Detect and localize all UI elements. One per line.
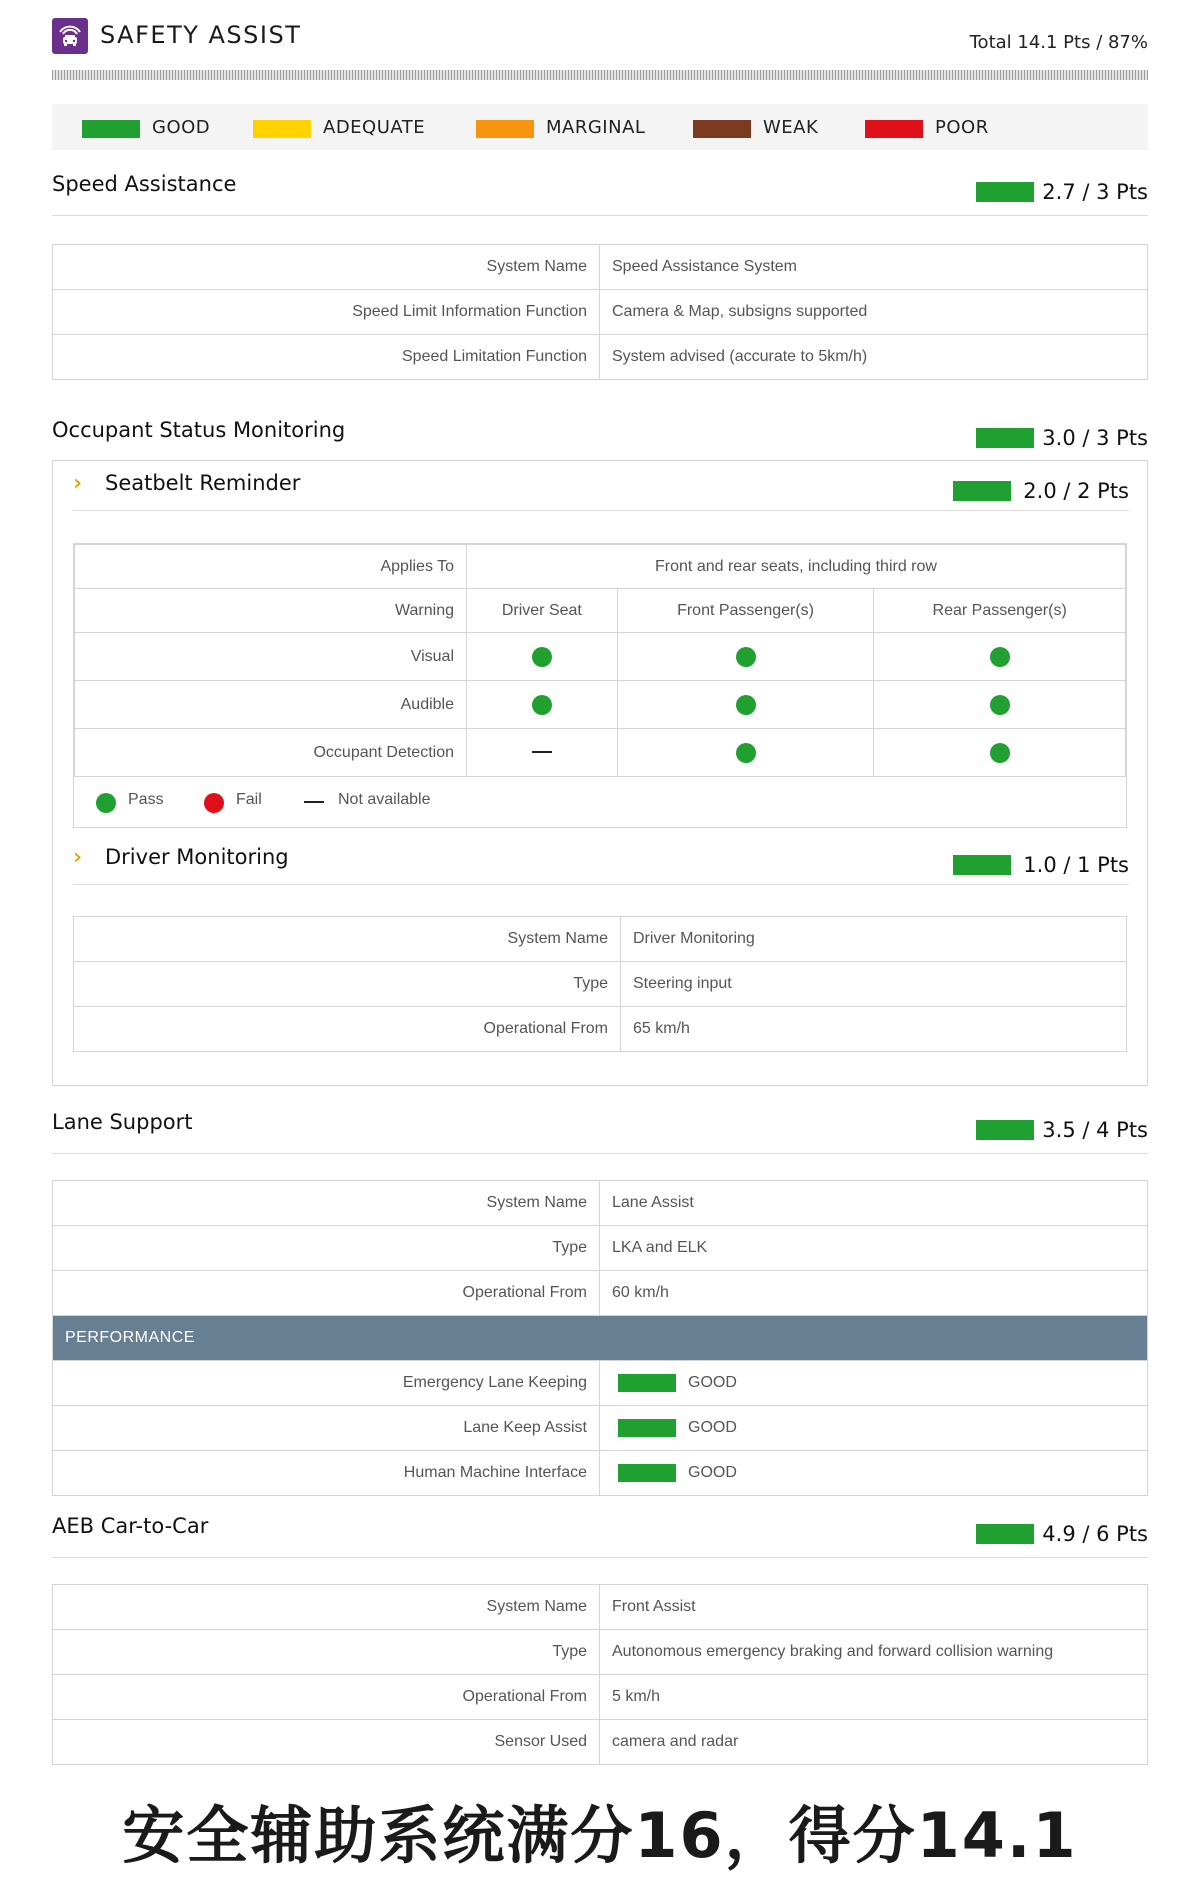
aeb-table	[52, 1584, 1148, 1765]
row-value: Steering input	[621, 962, 1127, 1007]
table-row	[53, 1720, 1148, 1765]
key-label: Not available	[338, 791, 431, 808]
subsection-score	[953, 479, 1129, 503]
seatbelt-reminder-header[interactable]	[73, 461, 1129, 511]
legend-swatch	[476, 120, 534, 138]
row-value: 60 km/h	[600, 1271, 1148, 1316]
section-header	[52, 1108, 1148, 1154]
pass-dot-icon	[736, 647, 756, 667]
section-score	[976, 1118, 1148, 1142]
pass-dot-icon	[990, 647, 1010, 667]
table-row	[75, 681, 1126, 729]
row-key: System Name	[53, 1585, 600, 1630]
column-header: Rear Passenger(s)	[874, 589, 1126, 633]
seatbelt-grid-wrap	[73, 543, 1127, 828]
page-title: SAFETY ASSIST	[100, 21, 302, 49]
row-key: Occupant Detection	[75, 729, 467, 777]
row-key: System Name	[53, 1181, 600, 1226]
legend-label: POOR	[935, 117, 989, 138]
driver-monitoring-table	[73, 916, 1127, 1052]
table-row	[75, 633, 1126, 681]
row-value: Speed Assistance System	[600, 245, 1148, 290]
occupant-monitoring-section	[52, 416, 1148, 462]
performance-label: PERFORMANCE	[53, 1316, 1148, 1361]
score-points: 1.0 / 1 Pts	[1023, 853, 1129, 877]
table-row	[53, 1451, 1148, 1496]
table-row	[53, 1361, 1148, 1406]
row-key: Type	[74, 962, 621, 1007]
status-cell	[467, 729, 618, 777]
status-cell	[467, 681, 618, 729]
section-title: AEB Car-to-Car	[52, 1514, 209, 1538]
pass-dot-icon	[736, 743, 756, 763]
legend-label: ADEQUATE	[323, 117, 426, 138]
status-cell	[617, 729, 874, 777]
row-key: Sensor Used	[53, 1720, 600, 1765]
rating-label: GOOD	[688, 1374, 737, 1392]
row-key: Emergency Lane Keeping	[53, 1361, 600, 1406]
not-available-dash-icon	[532, 751, 552, 753]
rating-bar	[618, 1464, 676, 1482]
table-row	[53, 1271, 1148, 1316]
header-divider	[52, 70, 1148, 80]
table-row	[53, 335, 1148, 380]
subsection-title: Seatbelt Reminder	[105, 471, 301, 495]
speed-assistance-section	[52, 170, 1148, 380]
legend-label: GOOD	[152, 117, 211, 138]
table-row	[53, 290, 1148, 335]
rating-bar	[618, 1374, 676, 1392]
status-cell	[874, 633, 1126, 681]
summary-caption: 安全辅助系统满分16，得分14.1	[122, 1799, 1078, 1872]
table-row	[75, 589, 1126, 633]
table-row	[74, 962, 1127, 1007]
aeb-section	[52, 1512, 1148, 1765]
row-value: System advised (accurate to 5km/h)	[600, 335, 1148, 380]
column-header: Front Passenger(s)	[617, 589, 874, 633]
row-value: 5 km/h	[600, 1675, 1148, 1720]
column-header: Driver Seat	[467, 589, 618, 633]
table-row	[53, 1585, 1148, 1630]
performance-header	[53, 1316, 1148, 1361]
chevron-right-icon: ›	[73, 845, 83, 870]
status-cell	[617, 633, 874, 681]
row-value: Lane Assist	[600, 1181, 1148, 1226]
section-title: Speed Assistance	[52, 172, 237, 196]
rating-cell	[600, 1451, 1148, 1496]
status-cell	[874, 729, 1126, 777]
row-value: Front Assist	[600, 1585, 1148, 1630]
row-value: Camera & Map, subsigns supported	[600, 290, 1148, 335]
rating-legend	[52, 104, 1148, 150]
page-header	[52, 18, 1148, 64]
rating-label: GOOD	[688, 1464, 737, 1482]
status-cell	[617, 681, 874, 729]
row-value: LKA and ELK	[600, 1226, 1148, 1271]
pass-dot-icon	[532, 647, 552, 667]
seatbelt-key	[74, 777, 1126, 827]
table-row	[75, 729, 1126, 777]
seatbelt-grid	[74, 544, 1126, 777]
table-row	[74, 917, 1127, 962]
legend-swatch	[693, 120, 751, 138]
table-row	[53, 1406, 1148, 1451]
legend-label: WEAK	[763, 117, 819, 138]
score-points: 4.9 / 6 Pts	[1042, 1522, 1148, 1546]
pass-dot-icon	[96, 793, 116, 813]
section-header	[52, 170, 1148, 216]
legend-swatch	[865, 120, 923, 138]
row-value: Front and rear seats, including third row	[467, 545, 1126, 589]
row-value: Driver Monitoring	[621, 917, 1127, 962]
score-points: 2.7 / 3 Pts	[1042, 180, 1148, 204]
row-key: Audible	[75, 681, 467, 729]
driver-monitoring-header[interactable]	[73, 835, 1129, 885]
score-bar	[953, 481, 1011, 501]
rating-cell	[600, 1361, 1148, 1406]
row-key: Operational From	[74, 1007, 621, 1052]
table-row	[53, 245, 1148, 290]
row-key: Operational From	[53, 1675, 600, 1720]
section-title: Lane Support	[52, 1110, 193, 1134]
key-label: Pass	[128, 791, 164, 808]
section-title: Occupant Status Monitoring	[52, 418, 346, 442]
lane-support-table	[52, 1180, 1148, 1496]
row-key: System Name	[74, 917, 621, 962]
row-key: Speed Limit Information Function	[53, 290, 600, 335]
status-cell	[467, 633, 618, 681]
table-row	[53, 1675, 1148, 1720]
car-logo-icon	[52, 18, 88, 54]
key-label: Fail	[236, 791, 262, 808]
section-header	[52, 1512, 1148, 1558]
score-bar	[976, 1120, 1034, 1140]
legend-swatch	[82, 120, 140, 138]
row-key: System Name	[53, 245, 600, 290]
row-value: Autonomous emergency braking and forward collision warning	[600, 1630, 1148, 1675]
row-value: 65 km/h	[621, 1007, 1127, 1052]
row-key: Type	[53, 1226, 600, 1271]
chevron-right-icon: ›	[73, 471, 83, 496]
score-bar	[953, 855, 1011, 875]
total-score: Total 14.1 Pts / 87%	[969, 32, 1148, 53]
legend-swatch	[253, 120, 311, 138]
speed-assistance-table	[52, 244, 1148, 380]
score-bar	[976, 428, 1034, 448]
occupant-monitoring-box	[52, 460, 1148, 1086]
pass-dot-icon	[736, 695, 756, 715]
row-key: Type	[53, 1630, 600, 1675]
legend-label: MARGINAL	[546, 117, 646, 138]
subsection-score	[953, 853, 1129, 877]
pass-dot-icon	[990, 743, 1010, 763]
row-key: Human Machine Interface	[53, 1451, 600, 1496]
section-header	[52, 416, 1148, 462]
section-score	[976, 1522, 1148, 1546]
row-key: Visual	[75, 633, 467, 681]
score-points: 3.5 / 4 Pts	[1042, 1118, 1148, 1142]
table-row	[75, 545, 1126, 589]
row-key: Operational From	[53, 1271, 600, 1316]
subsection-title: Driver Monitoring	[105, 845, 289, 869]
table-row	[53, 1630, 1148, 1675]
score-bar	[976, 1524, 1034, 1544]
rating-bar	[618, 1419, 676, 1437]
table-row	[53, 1226, 1148, 1271]
not-available-dash-icon	[304, 801, 324, 803]
row-key: Lane Keep Assist	[53, 1406, 600, 1451]
lane-support-section	[52, 1108, 1148, 1496]
row-key: Speed Limitation Function	[53, 335, 600, 380]
table-row	[74, 1007, 1127, 1052]
row-value: camera and radar	[600, 1720, 1148, 1765]
pass-dot-icon	[990, 695, 1010, 715]
row-key: Warning	[75, 589, 467, 633]
section-score	[976, 426, 1148, 450]
score-points: 2.0 / 2 Pts	[1023, 479, 1129, 503]
section-score	[976, 180, 1148, 204]
table-row	[53, 1181, 1148, 1226]
rating-label: GOOD	[688, 1419, 737, 1437]
score-bar	[976, 182, 1034, 202]
row-key: Applies To	[75, 545, 467, 589]
status-cell	[874, 681, 1126, 729]
pass-dot-icon	[532, 695, 552, 715]
fail-dot-icon	[204, 793, 224, 813]
score-points: 3.0 / 3 Pts	[1042, 426, 1148, 450]
rating-cell	[600, 1406, 1148, 1451]
